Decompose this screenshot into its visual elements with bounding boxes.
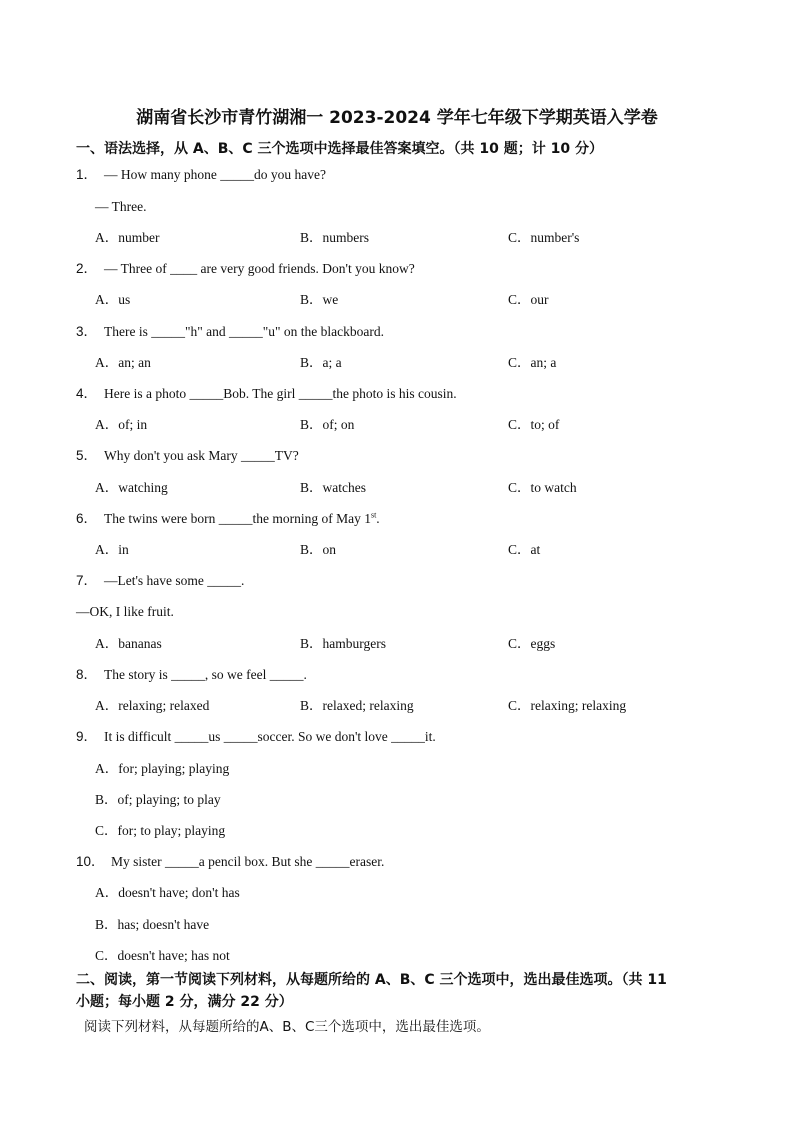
option-c: C．an; a [508,355,557,370]
question-number: 3． [76,324,98,339]
option-a: A．of; in [95,417,148,432]
question-number: 10． [76,854,105,869]
option-c: C．number's [508,230,580,245]
option-b: B．numbers [300,230,369,245]
section-2-heading [76,969,726,1013]
question-number: 7． [76,573,98,588]
option-b: B．a; a [300,355,342,370]
question-stem: There is _____"h" and _____"u" on the blackboard. [104,324,384,339]
question-number: 8． [76,667,98,682]
section-1-heading: 一、语法选择，从 A、B、C 三个选项中选择最佳答案填空。（共 10 题；计 10 分） [76,141,603,157]
question-stem-end: . [376,511,380,526]
question-5 [76,447,299,465]
option-a: A．an; an [95,355,151,370]
question-number: 2． [76,261,98,276]
option-b: B．of; on [300,417,355,432]
option-a: A．for; playing; playing [95,761,230,776]
question-6 [76,510,380,528]
question-number: 9． [76,729,98,744]
option-c: C．our [508,292,549,307]
option-b: B．we [300,292,339,307]
option-a: A．in [95,542,129,557]
exam-title: 湖南省长沙市青竹湖湘一 2023-2024 学年七年级下学期英语入学卷 [136,108,658,128]
option-c: C．eggs [508,636,556,651]
option-a: A．relaxing; relaxed [95,698,210,713]
question-number: 1． [76,167,98,182]
question-number: 5． [76,448,98,463]
option-a: A．bananas [95,636,162,651]
question-stem: My sister _____a pencil box. But she _____eraser. [111,854,385,869]
question-stem: The story is _____, so we feel _____. [104,667,307,682]
option-a: A．number [95,230,160,245]
option-a: A．watching [95,480,168,495]
question-8 [76,666,307,684]
option-b: B．has; doesn't have [95,917,210,932]
option-b: B．hamburgers [300,636,386,651]
question-7-reply: —OK, I like fruit. [76,604,174,619]
option-c: C．for; to play; playing [95,823,226,838]
section-2-heading-line-2: 小题；每小题 2 分，满分 22 分） [76,994,293,1010]
question-stem: Why don't you ask Mary _____TV? [104,448,299,463]
option-b: B．relaxed; relaxing [300,698,414,713]
question-stem: —Let's have some _____. [104,573,245,588]
question-stem: — Three of ____ are very good friends. Don't you know? [104,261,415,276]
section-2-instruction: 阅读下列材料，从每题所给的A、B、C三个选项中，选出最佳选项。 [84,1019,490,1035]
question-number: 6． [76,511,98,526]
option-b: B．of; playing; to play [95,792,221,807]
question-2 [76,260,415,278]
question-stem: The twins were born _____the morning of May 1 [104,511,371,526]
question-stem: Here is a photo _____Bob. The girl _____the photo is his cousin. [104,386,457,401]
question-7 [76,572,244,590]
question-4 [76,385,457,403]
option-b: B．watches [300,480,366,495]
question-stem: — How many phone _____do you have? [104,167,326,182]
question-10 [76,853,384,871]
option-c: C．doesn't have; has not [95,948,230,963]
option-c: C．to watch [508,480,577,495]
option-c: C．to; of [508,417,560,432]
question-9 [76,728,436,746]
superscript-st: st [370,510,377,520]
option-c: C．relaxing; relaxing [508,698,627,713]
question-3 [76,323,384,341]
question-1 [76,166,326,184]
option-c: C．at [508,542,541,557]
option-a: A．doesn't have; don't has [95,885,240,900]
option-b: B．on [300,542,337,557]
option-a: A．us [95,292,131,307]
question-number: 4． [76,386,98,401]
question-stem: It is difficult _____us _____soccer. So we don't love _____it. [104,729,436,744]
question-1-reply: — Three. [95,199,147,214]
section-2-heading-line-1: 二、阅读，第一节阅读下列材料，从每题所给的 A、B、C 三个选项中，选出最佳选项。（共 11 [76,972,667,988]
